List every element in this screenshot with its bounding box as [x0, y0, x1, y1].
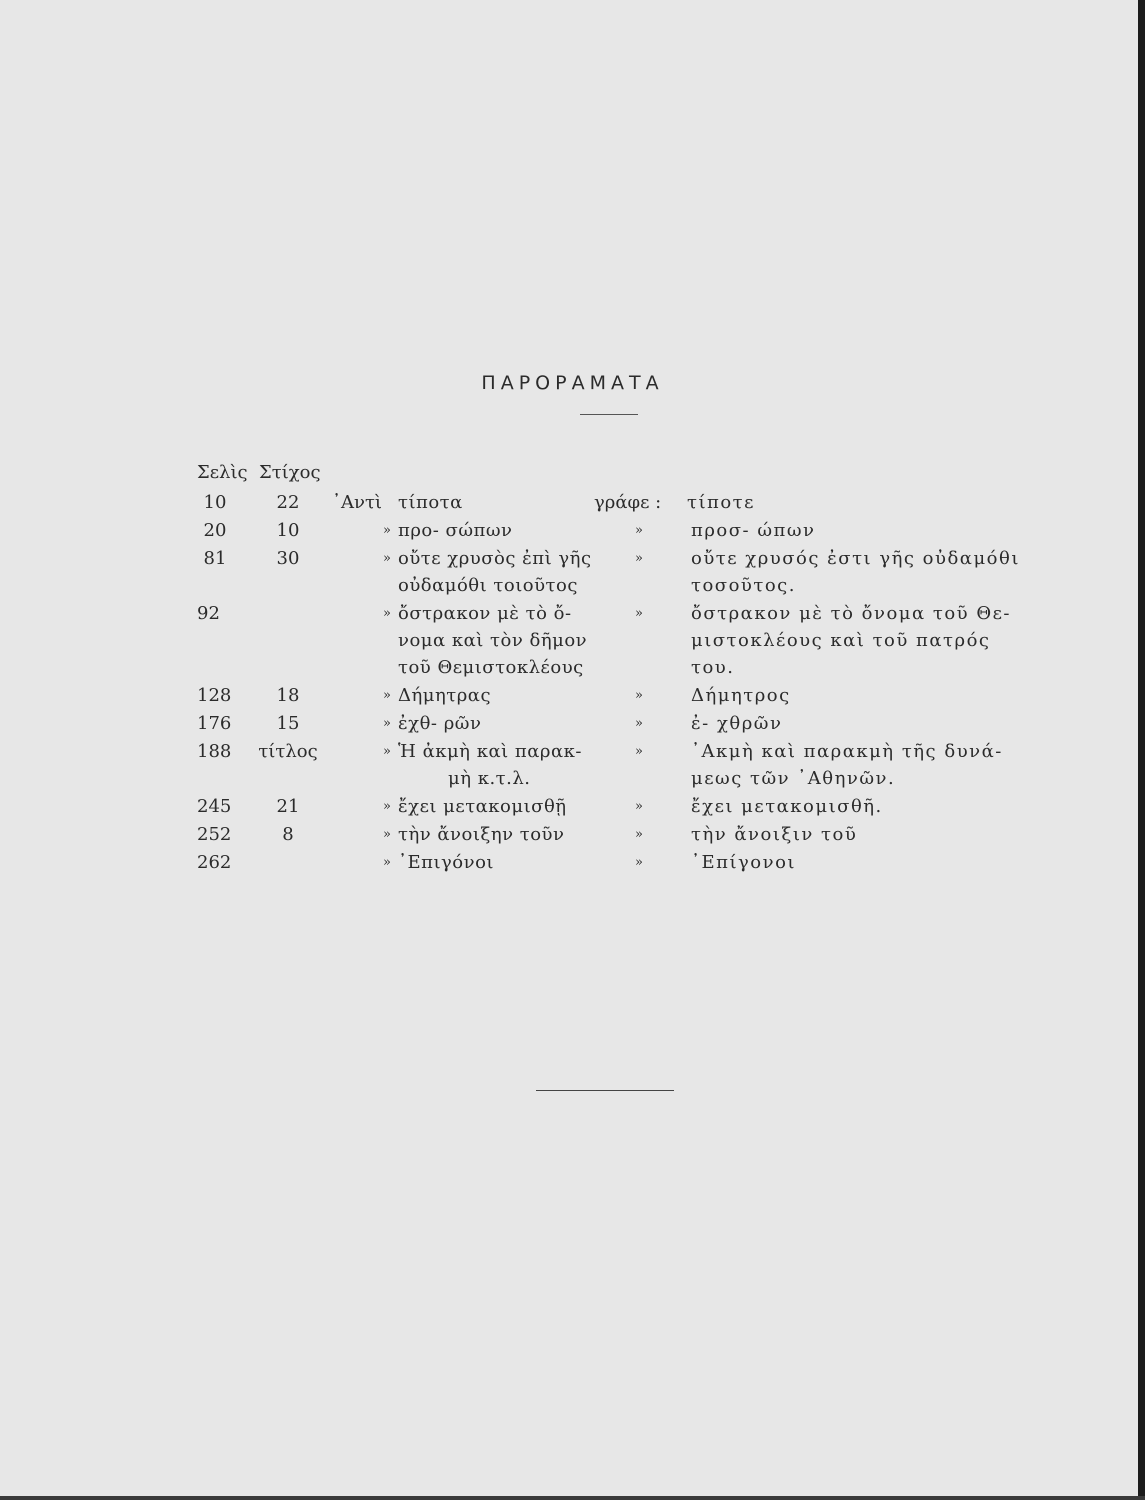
row-wrong: τίποτα: [398, 492, 463, 513]
row-line: 10: [276, 520, 300, 541]
row-page: 128: [197, 685, 232, 706]
header-line: Στίχος: [259, 462, 321, 483]
row-right: [691, 600, 1043, 681]
row-right: [691, 545, 1043, 599]
row-wrong: οὔτε χρυσὸς ἐπὶ γῆς: [398, 548, 592, 569]
row-line: τίτλος: [258, 741, 318, 762]
row-write: »: [635, 551, 643, 566]
errata-row: [0, 600, 1145, 681]
page-edge-bottom: [0, 1496, 1145, 1500]
row-line: 18: [276, 685, 300, 706]
row-wrong-cont: μὴ κ.τ.λ.: [448, 768, 531, 789]
row-write: »: [635, 827, 643, 842]
row-wrong: τὴν ἄνοιξην τοῦν: [398, 824, 565, 845]
row-wrong: προ- σώπων: [398, 520, 513, 541]
row-right: ἐ- χθρῶν: [691, 713, 783, 734]
row-write: »: [635, 606, 643, 621]
row-instead: »: [383, 744, 391, 759]
header-page: Σελὶς: [197, 462, 248, 483]
errata-row: [0, 821, 1145, 848]
row-right: Δήμητρος: [691, 685, 791, 706]
row-page: 252: [197, 824, 232, 845]
row-instead: »: [383, 827, 391, 842]
row-instead: »: [383, 855, 391, 870]
row-right-line: οὔτε χρυσός ἐστι γῆς οὐδαμόθι: [691, 548, 1020, 569]
row-right-line: μιστοκλέους καὶ τοῦ πατρός: [691, 630, 991, 651]
row-right-line: ᾿Ακμὴ καὶ παρακμὴ τῆς δυνά-: [691, 741, 1003, 762]
row-right: τίποτε: [687, 492, 755, 513]
row-wrong: ᾿Επιγόνοι: [398, 852, 494, 873]
row-right-line: τοσοῦτος.: [691, 575, 796, 596]
row-page: 262: [197, 852, 232, 873]
bottom-rule: [536, 1090, 674, 1091]
column-headers: [197, 462, 339, 483]
row-wrong-cont: οὐδαμόθι τοιοῦτος: [398, 575, 578, 596]
row-page: 245: [197, 796, 232, 817]
row-page: 176: [197, 713, 232, 734]
row-instead: »: [383, 551, 391, 566]
page-title: ΠΑΡΟΡΑΜΑΤΑ: [481, 372, 664, 394]
row-write: »: [635, 799, 643, 814]
row-page: 188: [197, 741, 232, 762]
row-wrong: ὄστρακον μὲ τὸ ὄ-: [398, 603, 572, 624]
errata-table: [0, 489, 1145, 876]
errata-row: [0, 793, 1145, 820]
row-instead: »: [383, 688, 391, 703]
row-wrong: ἐχθ- ρῶν: [398, 713, 482, 734]
row-write: γράφε :: [594, 492, 662, 513]
row-wrong: Δήμητρας: [398, 685, 492, 706]
row-wrong-cont: τοῦ Θεμιστοκλέους: [398, 657, 584, 678]
row-line: 8: [282, 824, 294, 845]
row-wrong: Ἡ ἀκμὴ καὶ παρακ-: [398, 741, 582, 762]
row-instead: »: [383, 716, 391, 731]
row-write: »: [635, 688, 643, 703]
row-instead: »: [383, 799, 391, 814]
row-instead: »: [383, 523, 391, 538]
row-line: 15: [276, 713, 300, 734]
row-wrong: ἔχει μετακομισθῇ: [398, 796, 567, 817]
errata-row: [0, 849, 1145, 876]
row-right-line: ὄστρακον μὲ τὸ ὄνομα τοῦ Θε-: [691, 603, 1011, 624]
row-instead: »: [383, 606, 391, 621]
row-right: προσ- ώπων: [691, 520, 816, 541]
row-right: ἔχει μετακομισθῆ.: [691, 796, 883, 817]
row-write: »: [635, 716, 643, 731]
errata-row: [0, 517, 1145, 544]
row-right-line: μεως τῶν ᾿Αθηνῶν.: [691, 768, 896, 789]
row-page: 10: [203, 492, 227, 513]
row-right: ᾿Επίγονοι: [691, 852, 796, 873]
row-line: 30: [276, 548, 300, 569]
row-write: »: [635, 855, 643, 870]
row-page: 81: [203, 548, 227, 569]
row-page: 20: [203, 520, 227, 541]
errata-row: [0, 710, 1145, 737]
row-instead: ᾿Αντὶ: [332, 492, 382, 513]
row-right: τὴν ἄνοιξιν τοῦ: [691, 824, 858, 845]
row-wrong-cont: νομα καὶ τὸν δῆμον: [398, 630, 588, 651]
row-write: »: [635, 744, 643, 759]
row-right: [691, 738, 1043, 792]
row-write: »: [635, 523, 643, 538]
row-line: 22: [276, 492, 300, 513]
title-rule: [580, 414, 638, 415]
errata-row: [0, 489, 1145, 516]
errata-row: [0, 738, 1145, 792]
row-right-line: του.: [691, 657, 735, 678]
errata-row: [0, 545, 1145, 599]
row-line: 21: [276, 796, 300, 817]
row-page: 92: [197, 603, 220, 624]
errata-row: [0, 682, 1145, 709]
